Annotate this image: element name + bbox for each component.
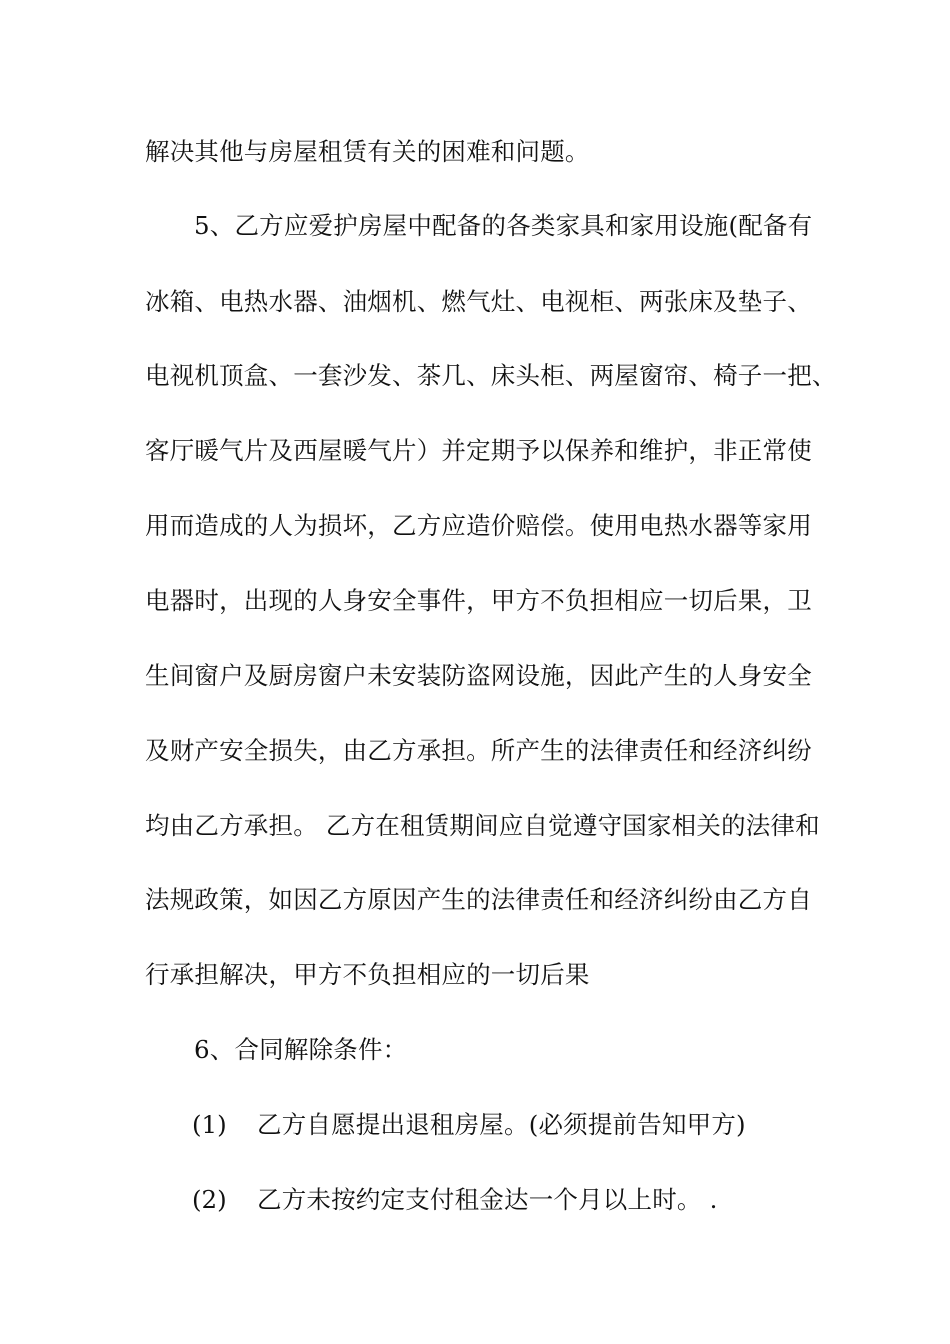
paragraph-line: 及财产安全损失，由乙方承担。所产生的法律责任和经济纠纷 <box>145 736 812 765</box>
list-item-text: 乙方未按约定支付租金达一个月以上时。 . <box>257 1185 718 1214</box>
paragraph-line: 用而造成的人为损坏，乙方应造价赔偿。使用电热水器等家用 <box>145 511 812 540</box>
paragraph-line: 5、乙方应爱护房屋中配备的各类家具和家用设施(配备有 <box>194 211 813 240</box>
paragraph-line: 法规政策，如因乙方原因产生的法律责任和经济纠纷由乙方自 <box>145 885 812 914</box>
list-item-number: (2) <box>192 1185 227 1214</box>
list-item-text: 乙方自愿提出退租房屋。(必须提前告知甲方) <box>257 1110 746 1139</box>
paragraph-line: 电器时，出现的人身安全事件，甲方不负担相应一切后果，卫 <box>145 586 812 615</box>
paragraph-line: 行承担解决，甲方不负担相应的一切后果 <box>145 960 590 989</box>
list-item-number: (1) <box>192 1110 227 1139</box>
paragraph-line: 均由乙方承担。 乙方在租赁期间应自觉遵守国家相关的法律和 <box>145 811 820 840</box>
paragraph-line: 电视机顶盒、一套沙发、茶几、床头柜、两屋窗帘、椅子一把、 <box>145 361 837 390</box>
paragraph-line: 冰箱、电热水器、油烟机、燃气灶、电视柜、两张床及垫子、 <box>145 287 812 316</box>
paragraph-line: 解决其他与房屋租赁有关的困难和问题。 <box>145 137 590 166</box>
section-heading: 6、合同解除条件： <box>194 1035 408 1064</box>
paragraph-line: 客厅暖气片及西屋暖气片）并定期予以保养和维护，非正常使 <box>145 436 812 465</box>
paragraph-line: 生间窗户及厨房窗户未安装防盗网设施，因此产生的人身安全 <box>145 661 812 690</box>
